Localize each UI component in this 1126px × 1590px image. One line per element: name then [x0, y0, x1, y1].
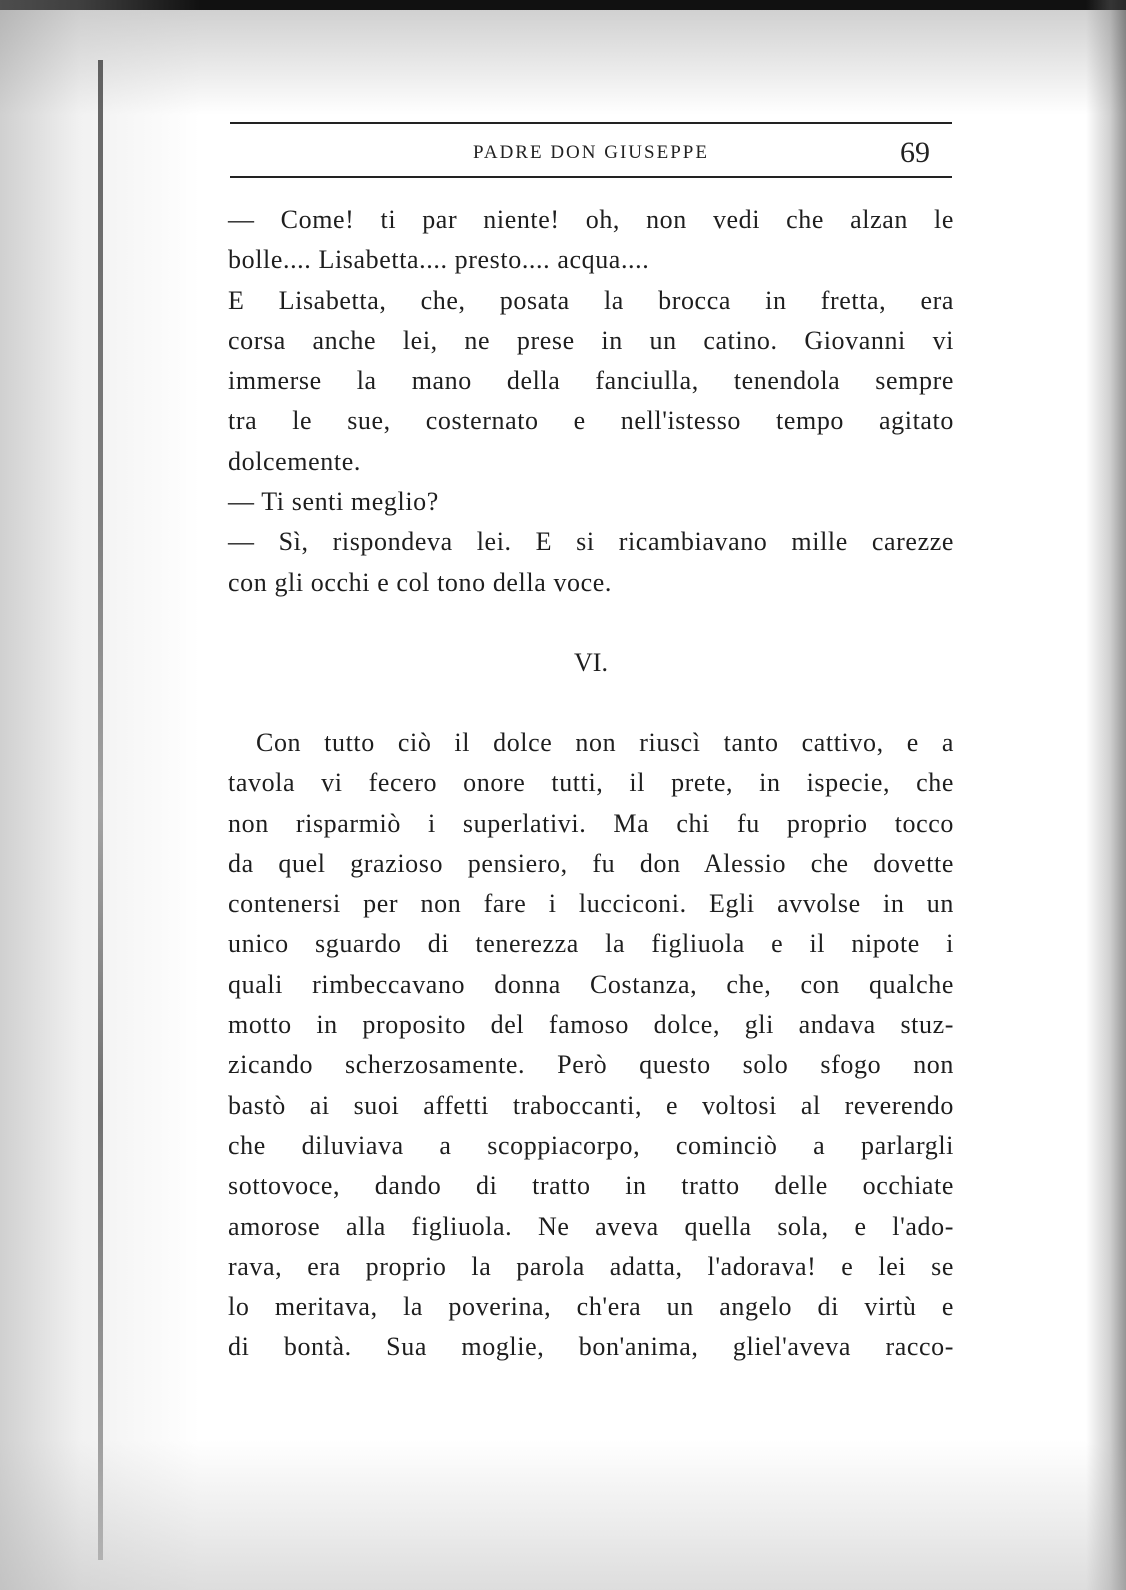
- text-line: da quel grazioso pensiero, fu don Alessio che dovette: [228, 848, 954, 878]
- text-line: di bontà. Sua moglie, bon'anima, gliel'aveva racco-: [228, 1332, 954, 1362]
- text-line: dolcemente.: [228, 446, 361, 476]
- text-line: — Come! ti par niente! oh, non vedi che alzan le: [228, 205, 954, 234]
- header-rule-bottom: [230, 176, 952, 178]
- text-line: con gli occhi e col tono della voce.: [228, 567, 613, 597]
- text-block-chapter-vi: [228, 723, 954, 1368]
- text-line: unico sguardo di tenerezza la figliuola e il nipote i: [228, 929, 954, 959]
- text-block-dialogue: [228, 200, 954, 603]
- text-line: bastò ai suoi affetti traboccanti, e voltosi al reverendo: [228, 1090, 954, 1120]
- running-header: [230, 136, 952, 172]
- text-line: — Sì, rispondeva lei. E si ricambiavano mille carezze: [228, 527, 954, 557]
- text-line: contenersi per non fare i lucciconi. Egli avvolse in un: [228, 889, 954, 919]
- text-line: amorose alla figliuola. Ne aveva quella sola, e l'ado-: [228, 1211, 954, 1241]
- section-heading: VI.: [574, 648, 608, 677]
- text-line: zicando scherzosamente. Però questo solo sfogo non: [228, 1050, 954, 1080]
- scan-shadow-bottom: [0, 1440, 1126, 1590]
- text-line: non risparmiò i superlativi. Ma chi fu proprio tocco: [228, 808, 954, 838]
- text-line: lo meritava, la poverina, ch'era un angelo di virtù e: [228, 1292, 954, 1322]
- text-line: corsa anche lei, ne prese in un catino. Giovanni vi: [228, 325, 954, 355]
- text-line: quali rimbeccavano donna Costanza, che, con qualche: [228, 969, 954, 999]
- text-line: Con tutto ciò il dolce non riuscì tanto cattivo, e a: [256, 728, 954, 757]
- running-title: PADRE DON GIUSEPPE: [473, 142, 709, 163]
- page-number: 69: [900, 136, 930, 169]
- text-line: tra le sue, costernato e nell'istesso tempo agitato: [228, 406, 954, 436]
- text-line: — Ti senti meglio?: [228, 487, 439, 517]
- text-line: motto in proposito del famoso dolce, gli andava stuz-: [228, 1010, 954, 1040]
- text-line: tavola vi fecero onore tutti, il prete, in ispecie, che: [228, 768, 954, 798]
- header-rule-top: [230, 122, 952, 124]
- scan-shadow-right: [1086, 0, 1126, 1590]
- text-line: bolle.... Lisabetta.... presto.... acqua....: [228, 245, 650, 275]
- text-line: immerse la mano della fanciulla, tenendola sempre: [228, 366, 954, 396]
- text-line: che diluviava a scoppiacorpo, cominciò a parlargli: [228, 1130, 954, 1160]
- text-line: rava, era proprio la parola adatta, l'adorava! e lei se: [228, 1251, 954, 1281]
- text-line: E Lisabetta, che, posata la brocca in fretta, era: [228, 285, 954, 315]
- binding-gutter-line: [98, 60, 103, 1560]
- text-line: sottovoce, dando di tratto in tratto delle occhiate: [228, 1171, 954, 1201]
